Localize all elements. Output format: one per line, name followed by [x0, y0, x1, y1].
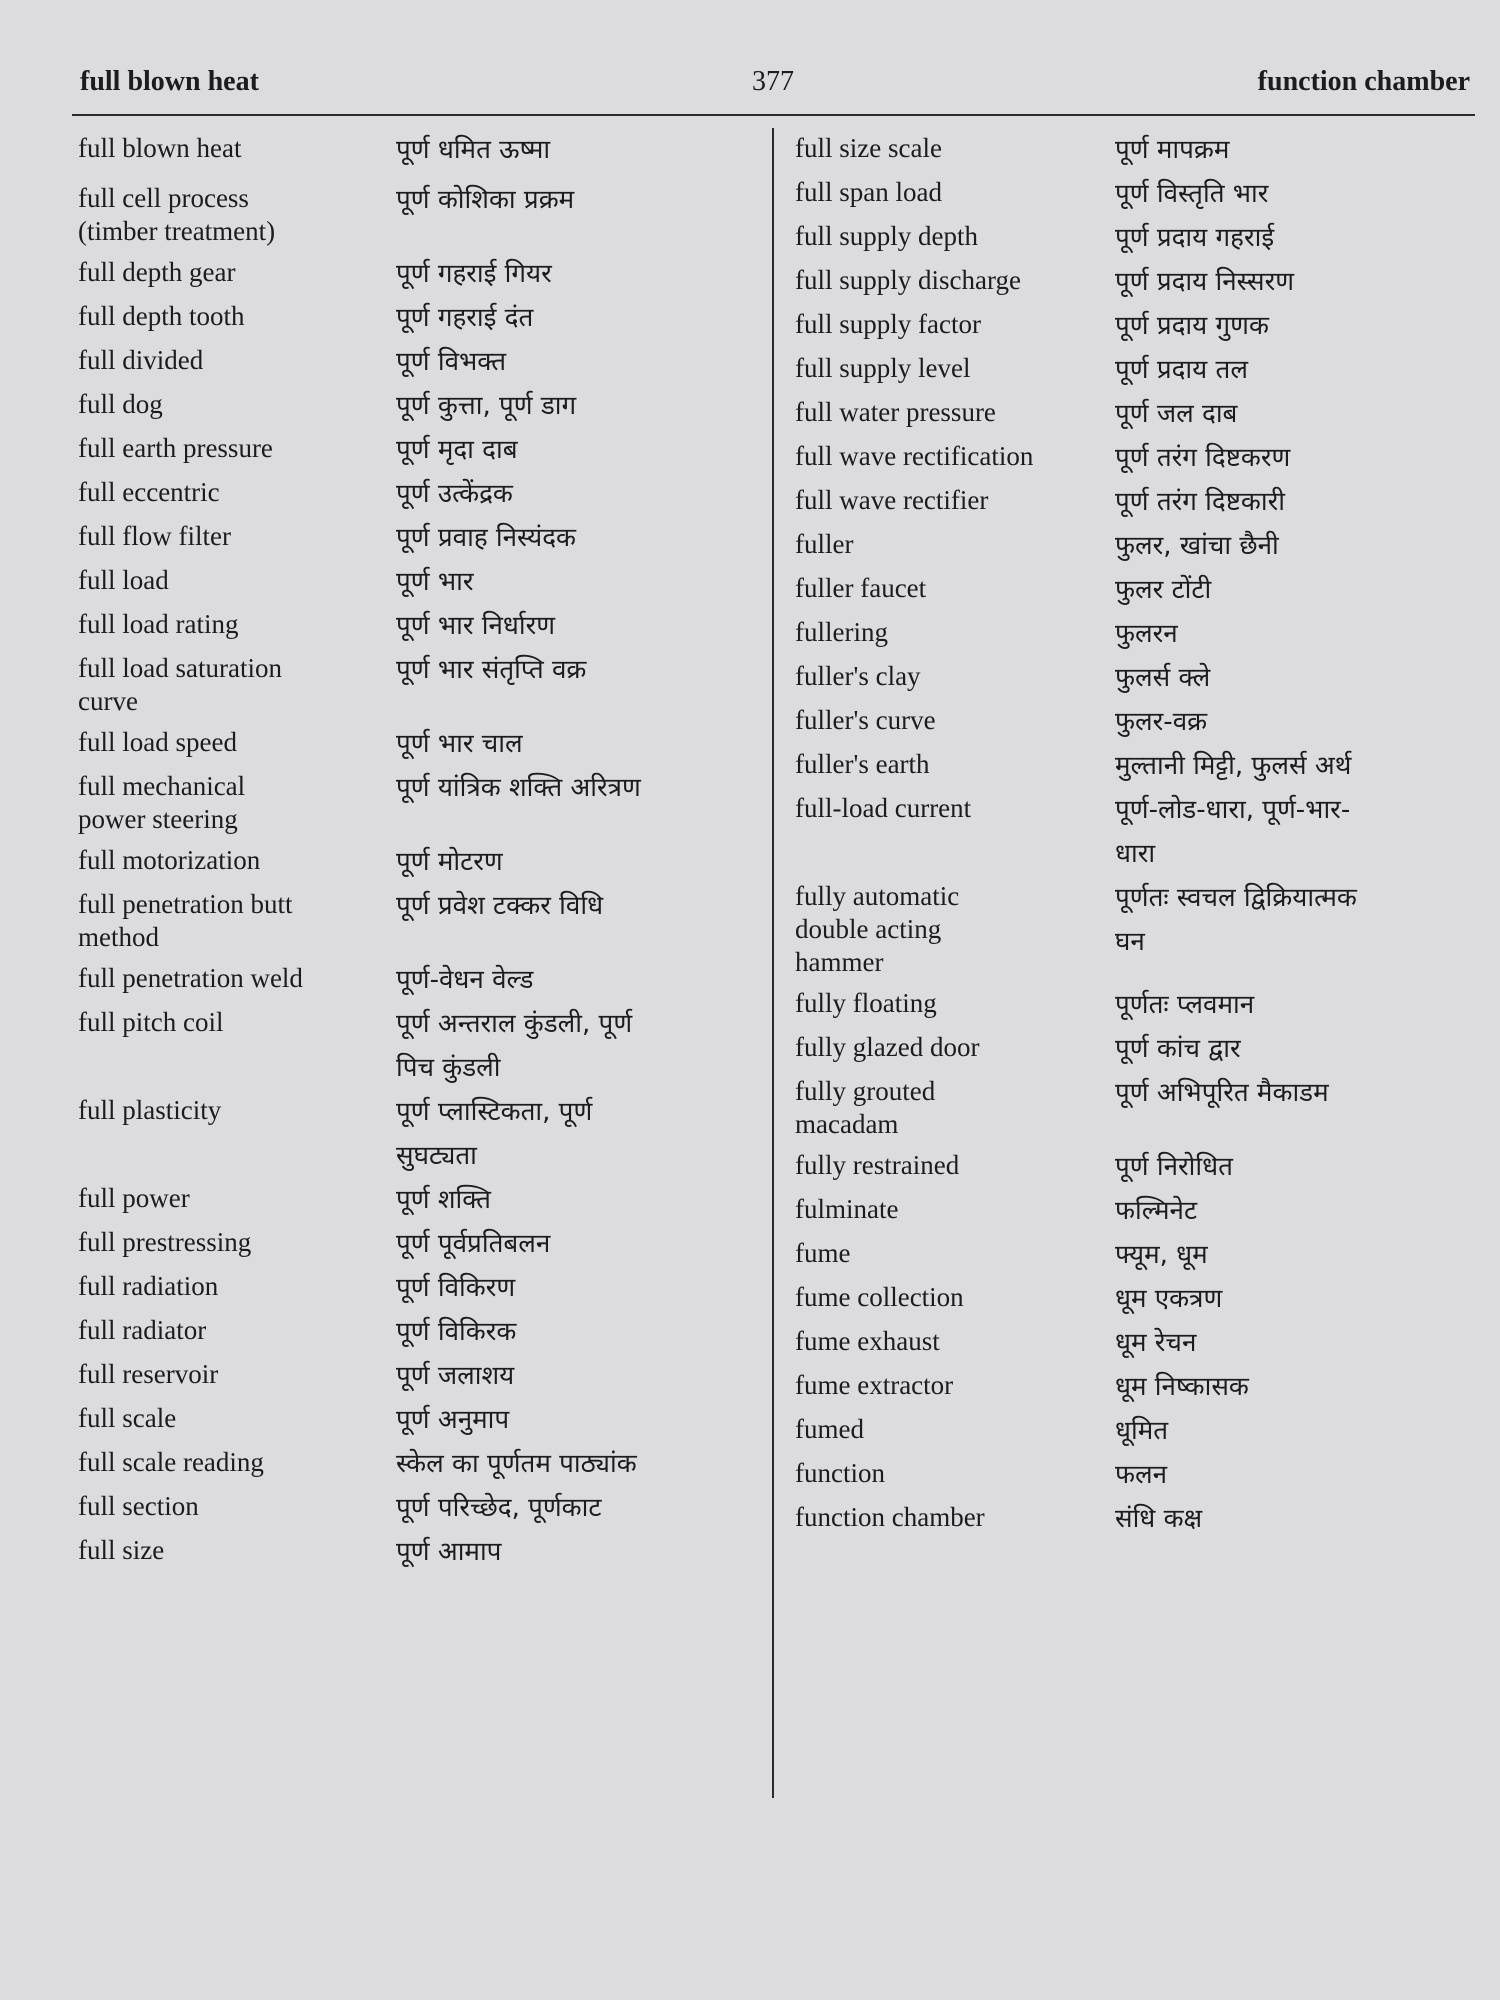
- entry-gloss: पूर्ण मोटरण: [396, 847, 503, 877]
- entry-gloss: पूर्ण विकिरण: [396, 1273, 516, 1303]
- dictionary-entry: [78, 560, 766, 604]
- entry-term: fuller's earth: [795, 749, 930, 779]
- entry-gloss: पूर्ण तरंग दिष्टकरण: [1115, 443, 1291, 473]
- dictionary-entry: [795, 436, 1485, 480]
- dictionary-entry: [78, 1310, 766, 1354]
- entry-gloss: पूर्ण उत्केंद्रक: [396, 479, 513, 509]
- entry-term: fully grouted macadam: [795, 1076, 936, 1139]
- entry-term: full depth tooth: [78, 301, 245, 331]
- dictionary-entry: [795, 1145, 1485, 1189]
- entry-term: full radiator: [78, 1315, 207, 1345]
- page-header: [0, 66, 1500, 106]
- dictionary-entry: [78, 604, 766, 648]
- dictionary-entry: [78, 1090, 766, 1178]
- entry-gloss: पूर्ण अन्तराल कुंडली, पूर्ण पिच कुंडली: [396, 1009, 633, 1083]
- entry-gloss: पूर्ण प्रवेश टक्कर विधि: [396, 891, 604, 921]
- dictionary-entry: [795, 348, 1485, 392]
- entry-term: full plasticity: [78, 1095, 222, 1125]
- entry-term: full load saturation curve: [78, 653, 282, 716]
- entry-gloss: पूर्ण मापक्रम: [1115, 135, 1230, 165]
- entry-term: full load speed: [78, 727, 237, 757]
- dictionary-entry: [795, 1321, 1485, 1365]
- dictionary-entry: [78, 384, 766, 428]
- entry-term: full scale: [78, 1403, 177, 1433]
- dictionary-entry: [795, 1233, 1485, 1277]
- entry-term: full supply depth: [795, 221, 978, 251]
- entry-term: full-load current: [795, 793, 972, 823]
- entry-term: full load: [78, 565, 169, 595]
- entry-term: full mechanical power steering: [78, 771, 246, 834]
- dictionary-entry: [78, 1530, 766, 1574]
- entry-gloss: पूर्ण भार निर्धारण: [396, 611, 556, 641]
- entry-term: full water pressure: [795, 397, 996, 427]
- entry-gloss: पूर्ण आमाप: [396, 1537, 502, 1567]
- dictionary-entry: [78, 340, 766, 384]
- entry-term: full reservoir: [78, 1359, 219, 1389]
- dictionary-entry: [78, 1442, 766, 1486]
- dictionary-entry: [795, 1365, 1485, 1409]
- entry-gloss: पूर्ण भार संतृप्ति वक्र: [396, 655, 587, 685]
- entry-gloss: पूर्ण प्रदाय निस्सरण: [1115, 267, 1295, 297]
- entry-gloss: मुल्तानी मिट्टी, फुलर्स अर्थ: [1115, 751, 1352, 781]
- entry-term: fuller's clay: [795, 661, 921, 691]
- entry-term: full size: [78, 1535, 165, 1565]
- entry-gloss: फुलर्स क्ले: [1115, 663, 1211, 693]
- dictionary-entry: [795, 1497, 1485, 1541]
- entry-gloss: फलन: [1115, 1460, 1168, 1490]
- dictionary-entry: [795, 612, 1485, 656]
- dictionary-entry: [795, 656, 1485, 700]
- entry-gloss: धूम रेचन: [1115, 1328, 1197, 1358]
- entry-term: full supply level: [795, 353, 971, 383]
- dictionary-entry: [795, 700, 1485, 744]
- column-divider: [772, 128, 774, 1798]
- dictionary-entry: [795, 480, 1485, 524]
- dictionary-entry: [78, 252, 766, 296]
- dictionary-entry: [795, 1409, 1485, 1453]
- entry-gloss: पूर्ण विस्तृति भार: [1115, 179, 1269, 209]
- entry-term: full blown heat: [78, 133, 242, 163]
- entry-term: fully floating: [795, 988, 937, 1018]
- entry-term: full flow filter: [78, 521, 231, 551]
- entry-term: full motorization: [78, 845, 261, 875]
- dictionary-entry: [78, 766, 766, 840]
- dictionary-entry: [78, 296, 766, 340]
- page-number: 377: [752, 66, 794, 97]
- entry-gloss: पूर्ण परिच्छेद, पूर्णकाट: [396, 1493, 602, 1523]
- entry-term: full span load: [795, 177, 942, 207]
- dictionary-entry: [78, 1398, 766, 1442]
- entry-gloss: पूर्ण प्रदाय तल: [1115, 355, 1248, 385]
- entry-gloss: पूर्ण धमित ऊष्मा: [396, 135, 551, 165]
- entry-gloss: फुलरन: [1115, 619, 1178, 649]
- entry-gloss: स्केल का पूर्णतम पाठ्यांक: [396, 1449, 637, 1479]
- entry-gloss: पूर्ण विकिरक: [396, 1317, 517, 1347]
- entry-term: full penetration butt method: [78, 889, 293, 952]
- dictionary-entry: [795, 304, 1485, 348]
- dictionary-entry: [795, 1189, 1485, 1233]
- entry-term: fully glazed door: [795, 1032, 980, 1062]
- entry-term: full radiation: [78, 1271, 219, 1301]
- entry-gloss: पूर्ण जल दाब: [1115, 399, 1238, 429]
- entry-term: full depth gear: [78, 257, 236, 287]
- entry-gloss: पूर्णतः प्लवमान: [1115, 990, 1255, 1020]
- dictionary-entry: [795, 788, 1485, 876]
- entry-gloss: पूर्ण जलाशय: [396, 1361, 515, 1391]
- entry-gloss: पूर्ण भार: [396, 567, 474, 597]
- dictionary-entry: [795, 216, 1485, 260]
- entry-term: fuller's curve: [795, 705, 936, 735]
- dictionary-entry: [78, 648, 766, 722]
- dictionary-entry: [795, 172, 1485, 216]
- dictionary-entry: [795, 1027, 1485, 1071]
- dictionary-entry: [78, 722, 766, 766]
- entry-term: full divided: [78, 345, 204, 375]
- entry-gloss: धूम निष्कासक: [1115, 1372, 1249, 1402]
- entry-gloss: पूर्ण अभिपूरित मैकाडम: [1115, 1078, 1329, 1108]
- dictionary-entry: [78, 1354, 766, 1398]
- dictionary-entry: [78, 472, 766, 516]
- entry-gloss: पूर्ण अनुमाप: [396, 1405, 510, 1435]
- entry-term: full section: [78, 1491, 199, 1521]
- entry-term: fuller faucet: [795, 573, 927, 603]
- entry-term: fullering: [795, 617, 888, 647]
- entry-term: full wave rectifier: [795, 485, 989, 515]
- entry-term: full prestressing: [78, 1227, 252, 1257]
- entry-gloss: धूम एकत्रण: [1115, 1284, 1223, 1314]
- entry-term: fuller: [795, 529, 854, 559]
- dictionary-entry: [795, 1277, 1485, 1321]
- entry-gloss: पूर्ण मृदा दाब: [396, 435, 518, 465]
- entry-term: full scale reading: [78, 1447, 264, 1477]
- entry-term: full earth pressure: [78, 433, 273, 463]
- dictionary-entry: [795, 392, 1485, 436]
- dictionary-entry: [795, 128, 1485, 172]
- entry-term: fume: [795, 1238, 851, 1268]
- entry-term: fumed: [795, 1414, 864, 1444]
- entry-gloss: पूर्ण कुत्ता, पूर्ण डाग: [396, 391, 577, 421]
- dictionary-entry: [795, 524, 1485, 568]
- entry-term: full power: [78, 1183, 190, 1213]
- entry-term: full penetration weld: [78, 963, 303, 993]
- entry-term: fully automatic double acting hammer: [795, 881, 960, 977]
- entry-term: full load rating: [78, 609, 239, 639]
- entry-term: full dog: [78, 389, 163, 419]
- entry-term: full eccentric: [78, 477, 220, 507]
- entry-gloss: फ्यूम, धूम: [1115, 1240, 1208, 1270]
- entry-gloss: पूर्ण प्रदाय गहराई: [1115, 223, 1275, 253]
- entry-gloss: फुलर-वक्र: [1115, 707, 1208, 737]
- dictionary-entry: [795, 1071, 1485, 1145]
- entry-term: function: [795, 1458, 885, 1488]
- right-column: [795, 128, 1485, 1541]
- dictionary-entry: [78, 1222, 766, 1266]
- dictionary-entry: [795, 744, 1485, 788]
- header-last-entry: function chamber: [1257, 66, 1470, 97]
- dictionary-entry: [78, 428, 766, 472]
- entry-term: full supply factor: [795, 309, 981, 339]
- entry-term: full size scale: [795, 133, 942, 163]
- entry-gloss: पूर्ण शक्ति: [396, 1185, 492, 1215]
- entry-term: full pitch coil: [78, 1007, 224, 1037]
- entry-gloss: पूर्ण प्रवाह निस्यंदक: [396, 523, 577, 553]
- header-rule: [72, 114, 1475, 116]
- entry-gloss: फुलर टोंटी: [1115, 575, 1212, 605]
- dictionary-entry: [78, 128, 766, 172]
- entry-gloss: पूर्ण पूर्वप्रतिबलन: [396, 1229, 551, 1259]
- dictionary-entry: [78, 840, 766, 884]
- entry-gloss: धूमित: [1115, 1416, 1169, 1446]
- entry-gloss: पूर्ण गहराई दंत: [396, 303, 534, 333]
- entry-term: fume collection: [795, 1282, 964, 1312]
- entry-term: function chamber: [795, 1502, 985, 1532]
- entry-gloss: पूर्ण निरोधित: [1115, 1152, 1233, 1182]
- entry-term: full wave rectification: [795, 441, 1034, 471]
- entry-gloss: पूर्ण कोशिका प्रक्रम: [396, 185, 575, 215]
- entry-gloss: पूर्ण गहराई गियर: [396, 259, 552, 289]
- dictionary-entry: [78, 884, 766, 958]
- dictionary-entry: [78, 958, 766, 1002]
- dictionary-entry: [78, 1486, 766, 1530]
- entry-gloss: पूर्ण प्रदाय गुणक: [1115, 311, 1269, 341]
- entry-gloss: फुलर, खांचा छैनी: [1115, 531, 1279, 561]
- entry-gloss: पूर्ण-वेधन वेल्ड: [396, 965, 534, 995]
- entry-gloss: पूर्ण भार चाल: [396, 729, 523, 759]
- dictionary-entry: [795, 876, 1485, 983]
- entry-term: fume extractor: [795, 1370, 954, 1400]
- entry-gloss: पूर्ण प्लास्टिकता, पूर्ण सुघट्यता: [396, 1097, 593, 1171]
- entry-gloss: पूर्ण विभक्त: [396, 347, 507, 377]
- header-first-entry: full blown heat: [80, 66, 259, 97]
- left-column: [78, 128, 766, 1574]
- entry-gloss: पूर्णतः स्वचल द्विक्रियात्मक घन: [1115, 883, 1357, 957]
- entry-term: fully restrained: [795, 1150, 960, 1180]
- dictionary-entry: [795, 260, 1485, 304]
- dictionary-entry: [78, 516, 766, 560]
- dictionary-entry: [78, 1002, 766, 1090]
- entry-gloss: पूर्ण कांच द्वार: [1115, 1034, 1241, 1064]
- entry-gloss: संधि कक्ष: [1115, 1504, 1203, 1534]
- entry-term: full cell process (timber treatment): [78, 183, 276, 246]
- dictionary-entry: [78, 1266, 766, 1310]
- dictionary-entry: [78, 178, 766, 252]
- dictionary-entry: [78, 1178, 766, 1222]
- dictionary-entry: [795, 568, 1485, 612]
- dictionary-entry: [795, 1453, 1485, 1497]
- entry-term: fulminate: [795, 1194, 899, 1224]
- entry-term: fume exhaust: [795, 1326, 940, 1356]
- entry-term: full supply discharge: [795, 265, 1021, 295]
- entry-gloss: पूर्ण यांत्रिक शक्ति अरित्रण: [396, 773, 641, 803]
- entry-gloss: पूर्ण-लोड-धारा, पूर्ण-भार- धारा: [1115, 795, 1351, 869]
- entry-gloss: पूर्ण तरंग दिष्टकारी: [1115, 487, 1285, 517]
- dictionary-entry: [795, 983, 1485, 1027]
- entry-gloss: फल्मिनेट: [1115, 1196, 1198, 1226]
